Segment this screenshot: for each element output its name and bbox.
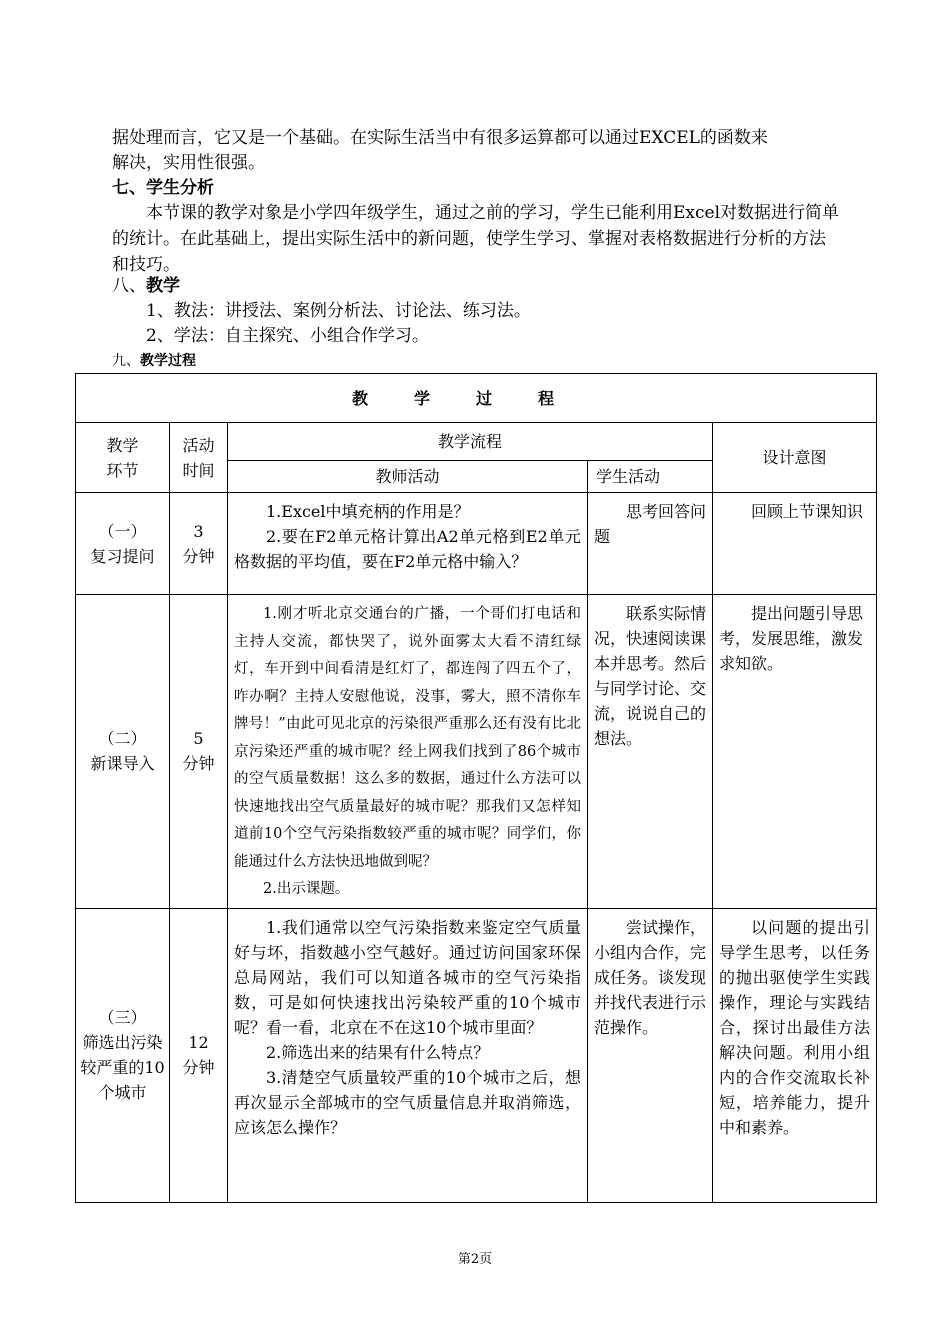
intro-line-2: 解决，实用性很强。	[112, 153, 265, 173]
row-2-teacher-item-1: 1.刚才听北京交通台的广播，一个哥们打电话和主持人交流，都快哭了，说外面雾太大看不清红绿灯，车开到中间看清是红灯了，都连闯了四五个了，咋办啊？主持人安慰他说，没事，雾大，照不清你车牌号！”由此可见北京的污染很严重那么还有没有比北京污染还严重的城市呢？经上网我们找到了86个城市的空气质量数据！这么多的数据，通过什么方法可以快速地找出空气质量最好的城市呢？那我们又怎样知道前10个空气污染指数较严重的城市呢？同学们，你能通过什么方法快迅地做到呢？	[234, 606, 581, 870]
header-flow: 教学流程	[228, 423, 713, 461]
section-8-title	[112, 273, 180, 299]
page-number: 第2页	[457, 1252, 493, 1267]
section-7-title-text: 七、学生分析	[112, 178, 214, 198]
row-2-teacher-item-2: 2.出示课题。	[263, 881, 350, 897]
section-7-body: 本节课的教学对象是小学四年级学生，通过之前的学习，学生已能利用Excel对数据进行简单的统计。在此基础上，提出实际生活中的新问题，使学生学习、掌握对表格数据进行分析的方法和技巧。	[112, 203, 840, 275]
header-stage: 教学 环节	[76, 423, 170, 493]
table-row	[76, 493, 877, 595]
header-intent: 设计意图	[713, 423, 877, 493]
row-1-teacher	[228, 493, 588, 595]
section-9-prefix: 九、	[112, 353, 140, 369]
row-2-time: 5 分钟	[170, 595, 228, 909]
row-3-teacher	[228, 908, 588, 1202]
row-2-intent	[713, 595, 877, 909]
section-8-title-bold: 教学	[146, 276, 180, 296]
intro-line-1: 据处理而言，它又是一个基础。在实际生活当中有很多运算都可以通过EXCEL的函数来	[112, 128, 768, 148]
teaching-process-table	[75, 373, 877, 1203]
table-row	[76, 595, 877, 909]
row-2-student-text: 联系实际情况，快速阅读课本并思考。然后与同学讨论、交流，说说自己的想法。	[594, 604, 707, 748]
section-8-prefix: 八、	[112, 276, 146, 296]
header-student: 学生活动	[588, 461, 713, 493]
header-teacher: 教师活动	[228, 461, 588, 493]
section-8-item-2: 2、学法：自主探究、小组合作学习。	[146, 326, 429, 346]
table-row	[76, 908, 877, 1202]
section-8-item-1: 1、教法：讲授法、案例分析法、讨论法、练习法。	[146, 301, 531, 321]
row-1-intent	[713, 493, 877, 595]
row-3-student	[588, 908, 713, 1202]
header-time: 活动 时间	[170, 423, 228, 493]
row-1-intent-text: 回顾上节课知识	[751, 502, 864, 521]
row-3-time: 12 分钟	[170, 908, 228, 1202]
row-1-stage: （一） 复习提问	[76, 493, 170, 595]
row-3-student-text: 尝试操作，小组内合作，完成任务。谈发现并找代表进行示范操作。	[594, 917, 707, 1037]
row-1-teacher-item-1: 1.Excel中填充柄的作用是？	[266, 502, 470, 521]
row-1-teacher-item-2: 2.要在F2单元格计算出A2单元格到E2单元格数据的平均值，要在F2单元格中输入？	[234, 527, 581, 571]
row-1-student	[588, 493, 713, 595]
row-2-intent-text: 提出问题引导思考，发展思维，激发求知欲。	[719, 604, 864, 673]
row-3-intent	[713, 908, 877, 1202]
row-1-student-text: 思考回答问题	[594, 502, 707, 546]
section-7-title	[112, 175, 214, 201]
row-2-stage: （二） 新课导入	[76, 595, 170, 909]
row-3-intent-text: 以问题的提出引导学生思考，以任务的抛出驱使学生实践操作，理论与实践结合，探讨出最佳方法解决问题。利用小组内的合作交流取长补短，培养能力，提升中和素养。	[719, 917, 871, 1137]
row-3-teacher-item-2: 2.筛选出来的结果有什么特点？	[266, 1042, 490, 1062]
section-9-title-bold: 教学过程	[140, 353, 196, 369]
row-3-teacher-item-3: 3.清楚空气质量较严重的10个城市之后，想再次显示全部城市的空气质量信息并取消筛选，应该怎么操作？	[234, 1067, 581, 1137]
table-title: 教学过程	[76, 374, 877, 423]
row-3-teacher-item-1: 1.我们通常以空气污染指数来鉴定空气质量好与坏，指数越小空气越好。通过访问国家环保总局网站，我们可以知道各城市的空气污染指数，可是如何快速找出污染较严重的10个城市呢？看一看，北京在不在这10个城市里面？	[234, 917, 581, 1037]
row-1-time: 3 分钟	[170, 493, 228, 595]
row-2-student	[588, 595, 713, 909]
row-3-stage: （三） 筛选出污染较严重的10个城市	[76, 908, 170, 1202]
row-2-teacher	[228, 595, 588, 909]
section-9-title	[112, 350, 196, 372]
